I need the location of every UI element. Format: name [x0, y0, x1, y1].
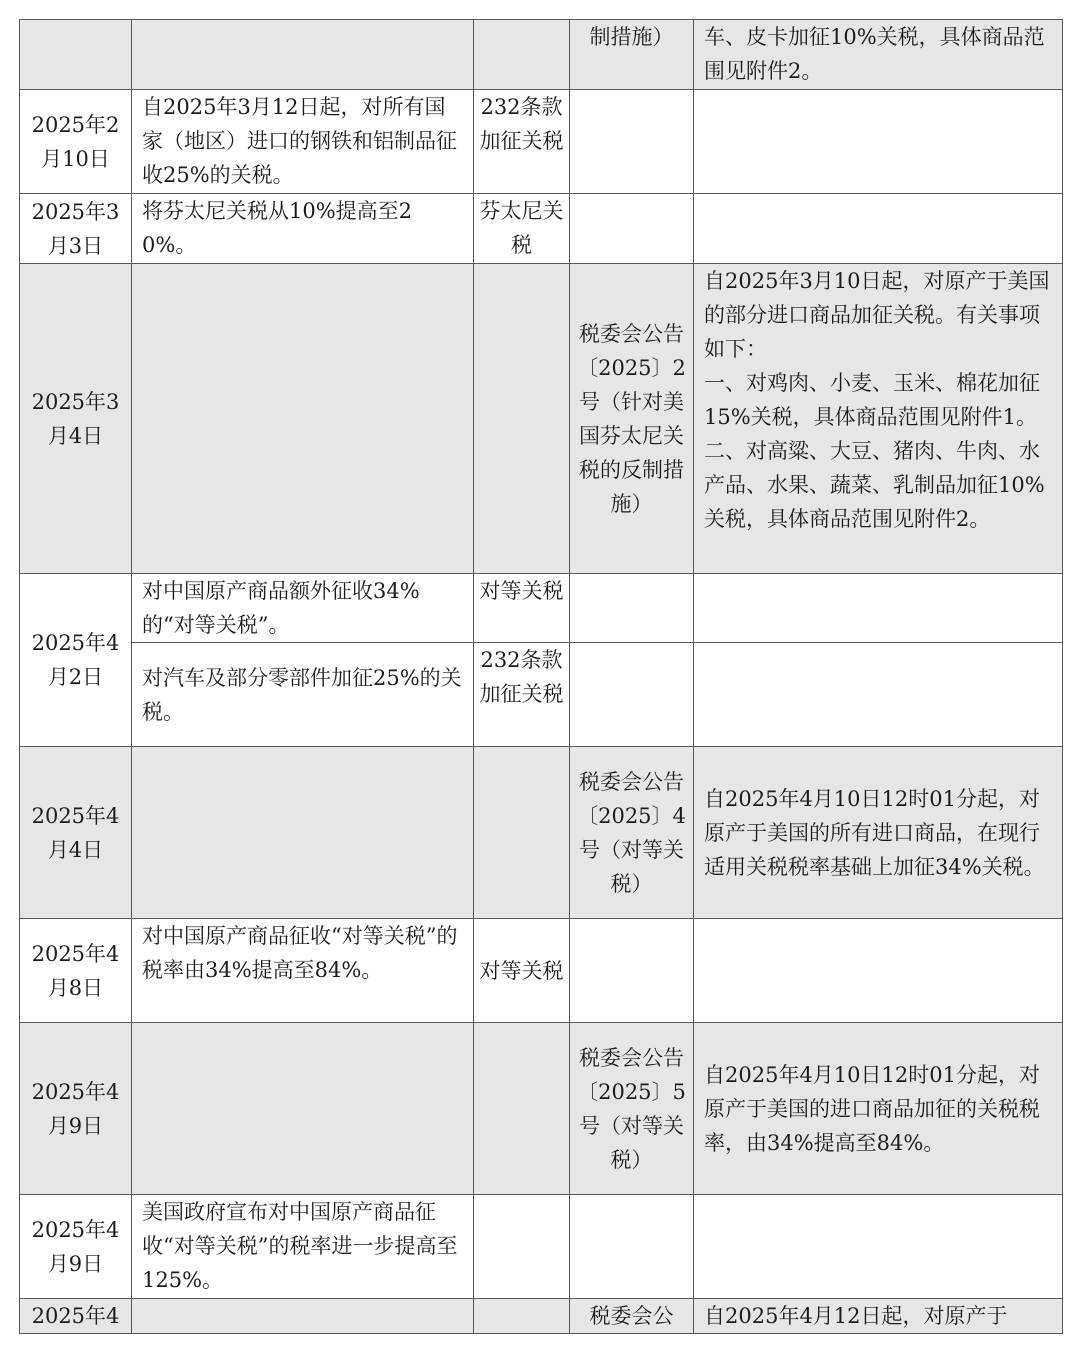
- us-type-cell: [474, 1299, 570, 1334]
- cn-type-cell: [570, 574, 694, 643]
- us-measure-cell: 对汽车及部分零部件加征25%的关税。: [132, 643, 474, 747]
- date-cell: 2025年4月9日: [20, 1195, 132, 1299]
- date-cell: 2025年4: [20, 1299, 132, 1334]
- date-cell: 2025年2月10日: [20, 90, 132, 194]
- cn-type-cell: [570, 919, 694, 1023]
- table-row: [20, 20, 1063, 90]
- cn-measure-cell: 自2025年4月10日12时01分起，对原产于美国的进口商品加征的关税税率，由34%提高至84%。: [694, 1023, 1063, 1195]
- table-row: [20, 1299, 1063, 1334]
- table-row: [20, 264, 1063, 574]
- us-type-cell: [474, 1023, 570, 1195]
- cn-measure-cell: [694, 643, 1063, 747]
- cn-type-cell: 税委会公告〔2025〕5号（对等关税）: [570, 1023, 694, 1195]
- cn-type-cell: 制措施）: [570, 20, 694, 90]
- cn-type-cell: [570, 194, 694, 264]
- table-row: [20, 194, 1063, 264]
- cn-measure-cell: 车、皮卡加征10%关税，具体商品范围见附件2。: [694, 20, 1063, 90]
- table-row: [20, 1023, 1063, 1195]
- us-measure-cell: 自2025年3月12日起，对所有国家（地区）进口的钢铁和铝制品征收25%的关税。: [132, 90, 474, 194]
- us-measure-cell: [132, 1023, 474, 1195]
- table-row: [20, 643, 1063, 747]
- cn-measure-cell: [694, 90, 1063, 194]
- cn-type-cell: [570, 1195, 694, 1299]
- date-cell: 2025年4月9日: [20, 1023, 132, 1195]
- us-type-cell: 232条款加征关税: [474, 643, 570, 747]
- us-measure-cell: 对中国原产商品征收“对等关税”的税率由34%提高至84%。: [132, 919, 474, 1023]
- us-measure-cell: 将芬太尼关税从10%提高至20%。: [132, 194, 474, 264]
- date-cell: 2025年4月4日: [20, 747, 132, 919]
- cn-type-cell: 税委会公告〔2025〕2号（针对美国芬太尼关税的反制措施）: [570, 264, 694, 574]
- us-measure-cell: [132, 747, 474, 919]
- table-row: [20, 1195, 1063, 1299]
- us-measure-cell: [132, 264, 474, 574]
- us-type-cell: 芬太尼关税: [474, 194, 570, 264]
- cn-measure-cell: [694, 194, 1063, 264]
- date-cell: 2025年4月2日: [20, 574, 132, 747]
- date-cell: 2025年3月4日: [20, 264, 132, 574]
- cn-type-cell: [570, 643, 694, 747]
- us-type-cell: 对等关税: [474, 919, 570, 1023]
- us-measure-cell: 美国政府宣布对中国原产商品征收“对等关税”的税率进一步提高至125%。: [132, 1195, 474, 1299]
- us-type-cell: 对等关税: [474, 574, 570, 643]
- tariff-timeline-table: [19, 19, 1063, 1334]
- cn-measure-cell: 自2025年3月10日起，对原产于美国的部分进口商品加征关税。有关事项如下： 一、对鸡肉、小麦、玉米、棉花加征15%关税，具体商品范围见附件1。 二、对高粱、大豆、猪肉、牛肉、水产品、水果、蔬菜、乳制品加征10%关税，具体商品范围见附件2。: [694, 264, 1063, 574]
- us-type-cell: [474, 1195, 570, 1299]
- us-type-cell: [474, 264, 570, 574]
- cn-measure-cell: 自2025年4月10日12时01分起，对原产于美国的所有进口商品，在现行适用关税税率基础上加征34%关税。: [694, 747, 1063, 919]
- us-measure-cell: [132, 20, 474, 90]
- us-measure-cell: [132, 1299, 474, 1334]
- date-cell: 2025年3月3日: [20, 194, 132, 264]
- table-row: [20, 574, 1063, 643]
- us-type-cell: [474, 747, 570, 919]
- table-row: [20, 90, 1063, 194]
- cn-measure-cell: 自2025年4月12日起，对原产于: [694, 1299, 1063, 1334]
- us-type-cell: 232条款加征关税: [474, 90, 570, 194]
- date-cell: [20, 20, 132, 90]
- cn-type-cell: 税委会公: [570, 1299, 694, 1334]
- cn-measure-cell: [694, 1195, 1063, 1299]
- cn-measure-cell: [694, 919, 1063, 1023]
- us-type-cell: [474, 20, 570, 90]
- table-row: [20, 747, 1063, 919]
- cn-type-cell: [570, 90, 694, 194]
- cn-measure-cell: [694, 574, 1063, 643]
- us-measure-cell: 对中国原产商品额外征收34%的“对等关税”。: [132, 574, 474, 643]
- date-cell: 2025年4月8日: [20, 919, 132, 1023]
- cn-type-cell: 税委会公告〔2025〕4号（对等关税）: [570, 747, 694, 919]
- table-row: [20, 919, 1063, 1023]
